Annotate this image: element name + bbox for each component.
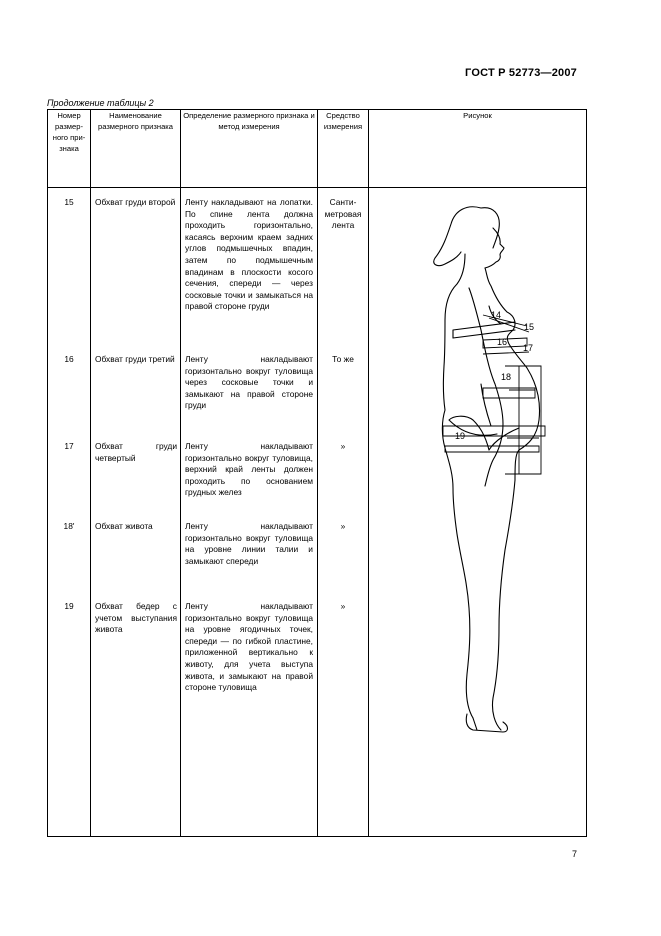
figure-label-15: 15 [524, 322, 535, 332]
tool-column [318, 188, 369, 837]
table-caption: Продолжение таблицы 2 [47, 98, 154, 108]
standard-number: ГОСТ Р 52773—2007 [465, 67, 577, 79]
page-number: 7 [571, 849, 577, 859]
row-19-definition: Ленту накладывают горизонтально вокруг туловища на уровне ягодичных точек, спереди — по гибкой пластине, приложенной вертикально к животу, для учета выступа живота, и замыкают на правой стороне туловища [185, 601, 313, 693]
tape-line-14 [483, 315, 527, 326]
row-19-name: Обхват бедер с учетом выступания живота [95, 601, 177, 635]
col-header-number: Номер размер-ного при-знака [48, 110, 91, 188]
tape-line-18 [483, 388, 535, 398]
tape-line-waist [445, 446, 539, 452]
row-15-definition: Ленту накладывают на лопатки. По спине лента должна проходить горизонтально, касаясь верхним краем задних углов подмышечных впадин, затем по подмышечным впадинам в плоскости косого сечения, спереди — через сосковые точки и замыкаться на правой стороне груди [185, 197, 313, 312]
row-17-tool: » [340, 441, 346, 451]
row-19-number: 19 [64, 601, 74, 611]
col-header-definition: Определение размерного признака и метод измерения [181, 110, 318, 188]
name-column [91, 188, 181, 837]
table-header-row [48, 110, 587, 188]
front-outline [485, 268, 540, 730]
row-16-tool: То же [332, 354, 354, 364]
belly-plate [505, 366, 541, 474]
table-body-row [48, 188, 587, 837]
row-19-tool: » [340, 601, 346, 611]
col-header-name: Наименование размерного признака [91, 110, 181, 188]
row-15-number: 15 [64, 197, 74, 207]
row-16-name: Обхват груди третий [95, 354, 175, 364]
measurements-table [47, 109, 587, 837]
row-17-definition: Ленту накладывают горизонтально вокруг туловища, верхний край ленты должен проходить по основанием грудных желез [185, 441, 313, 498]
row-15-name: Обхват груди второй [95, 197, 176, 207]
hair-outline [434, 207, 500, 266]
back-outline [442, 254, 473, 718]
col-header-figure: Рисунок [369, 110, 587, 188]
figure-label-16: 16 [497, 337, 508, 347]
row-18-number: 18' [63, 521, 75, 531]
row-17-name: Обхват груди четвертый [95, 441, 177, 463]
definition-column [181, 188, 318, 837]
row-18-name: Обхват живота [95, 521, 153, 531]
face-profile [485, 228, 504, 268]
number-column [48, 188, 91, 837]
col-header-tool: Средство измерения [318, 110, 369, 188]
row-16-definition: Ленту накладывают горизонтально вокруг туловища через сосковые точки и замыкают на правой стороне груди [185, 354, 313, 411]
row-18-definition: Ленту накладывают горизонтально вокруг туловища на уровне линии талии и замыкают спереди [185, 521, 313, 566]
row-17-number: 17 [64, 441, 74, 451]
figure-label-19: 19 [455, 431, 466, 441]
figure-label-18: 18 [501, 372, 512, 382]
figure-label-17: 17 [523, 343, 534, 353]
figure-label-14: 14 [491, 310, 502, 320]
row-16-number: 16 [64, 354, 74, 364]
row-18-tool: » [340, 521, 346, 531]
row-15-tool: Санти-метровая лента [324, 197, 362, 231]
body-silhouette-figure [369, 188, 585, 838]
figure-column [369, 188, 587, 837]
